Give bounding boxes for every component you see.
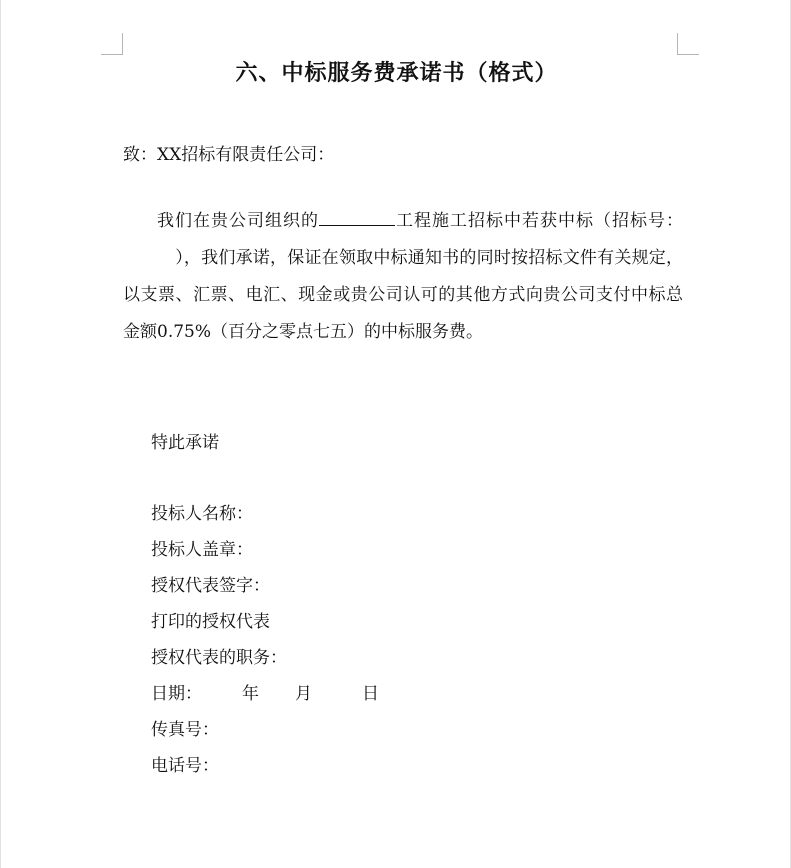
body-text-part2: 工程施工招标中若获中标（招标号： (395, 211, 683, 231)
page-corner-mark-top-left (101, 33, 123, 55)
phone-field: 电话号： (151, 756, 219, 776)
page-corner-mark-top-right (677, 33, 699, 55)
project-name-blank (319, 209, 395, 226)
pledge-text: 特此承诺 (151, 433, 219, 453)
bidder-name-field: 投标人名称： (151, 504, 253, 524)
bidder-seal-field: 投标人盖章： (151, 540, 253, 560)
signature-fields (151, 496, 379, 784)
body-text-part3: ），我们承诺，保证在领取中标通知书的同时按招标文件有关规定，以支票、汇票、电汇、现金或贵公司认可的其他方式向贵公司支付中标总金额0.75%（百分之零点七五）的中标服务费。 (123, 248, 683, 342)
date-month: 月 (295, 684, 312, 704)
body-text-part1: 我们在贵公司组织的 (157, 211, 319, 231)
body-paragraph (123, 203, 683, 351)
salutation: 致：XX招标有限责任公司： (123, 145, 335, 165)
document-title: 六、中标服务费承诺书（格式） (235, 60, 558, 86)
fax-field: 传真号： (151, 720, 219, 740)
date-year: 年 (242, 684, 259, 704)
rep-signature-field: 授权代表签字： (151, 576, 270, 596)
date-label: 日期： (151, 684, 202, 704)
rep-printed-field: 打印的授权代表 (151, 612, 270, 632)
date-field (151, 676, 379, 712)
date-day: 日 (362, 684, 379, 704)
rep-title-field: 授权代表的职务： (151, 648, 287, 668)
